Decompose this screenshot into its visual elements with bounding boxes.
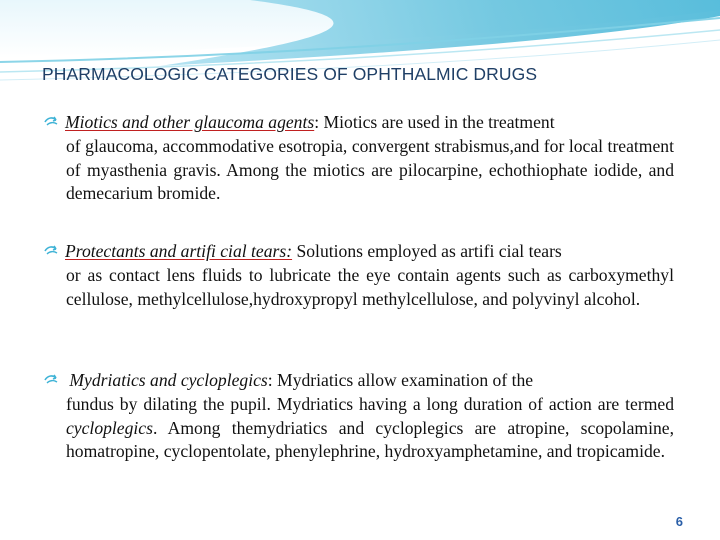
bullet-body-emphasis: cycloplegics	[66, 417, 153, 438]
bullet-body-part: . Among themydriatics and cycloplegics are atropine, scopolamine, homatropine, cyclopentolate, phenylephrine, hydroxyamphetamine, and tropicamide.	[66, 417, 674, 462]
bullet-body: or as contact lens fluids to lubricate the eye contain agents such as carboxymethyl cellulose, methylcellulose,hydroxypropyl methylcellulose, and polyvinyl alcohol.	[66, 264, 674, 309]
bullet-body: of glaucoma, accommodative esotropia, convergent strabismus,and for local treatment of myasthenia gravis. Among the miotics are pilocarpine, echothiophate iodide, and demecarium bromide.	[66, 135, 674, 204]
bullet-miotics	[44, 111, 674, 206]
slide-title: PHARMACOLOGIC CATEGORIES OF OPHTHALMIC DRUGS	[42, 64, 538, 84]
bullet-term-separator: :	[314, 112, 320, 132]
bullet-term: Mydriatics and cycloplegics	[69, 370, 268, 390]
bullet-term: Miotics and other glaucoma agents	[65, 112, 315, 132]
bullet-body-part: fundus by dilating the pupil. Mydriatics having a long duration of action are termed	[66, 393, 674, 414]
bullet-arrow-icon	[44, 374, 59, 386]
bullet-mydriatics	[44, 369, 674, 464]
bullet-first-line: Miotics are used in the treatment	[319, 112, 555, 132]
bullet-body	[44, 393, 674, 464]
bullet-arrow-icon	[44, 245, 59, 257]
bullet-first-line: : Mydriatics allow examination of the	[267, 370, 534, 390]
bullet-term: Protectants and artifi cial tears:	[65, 241, 293, 261]
bullet-arrow-icon	[44, 116, 59, 128]
page-number: 6	[675, 514, 683, 529]
bullet-first-line: Solutions employed as artifi cial tears	[292, 241, 562, 261]
bullet-protectants	[44, 240, 674, 311]
